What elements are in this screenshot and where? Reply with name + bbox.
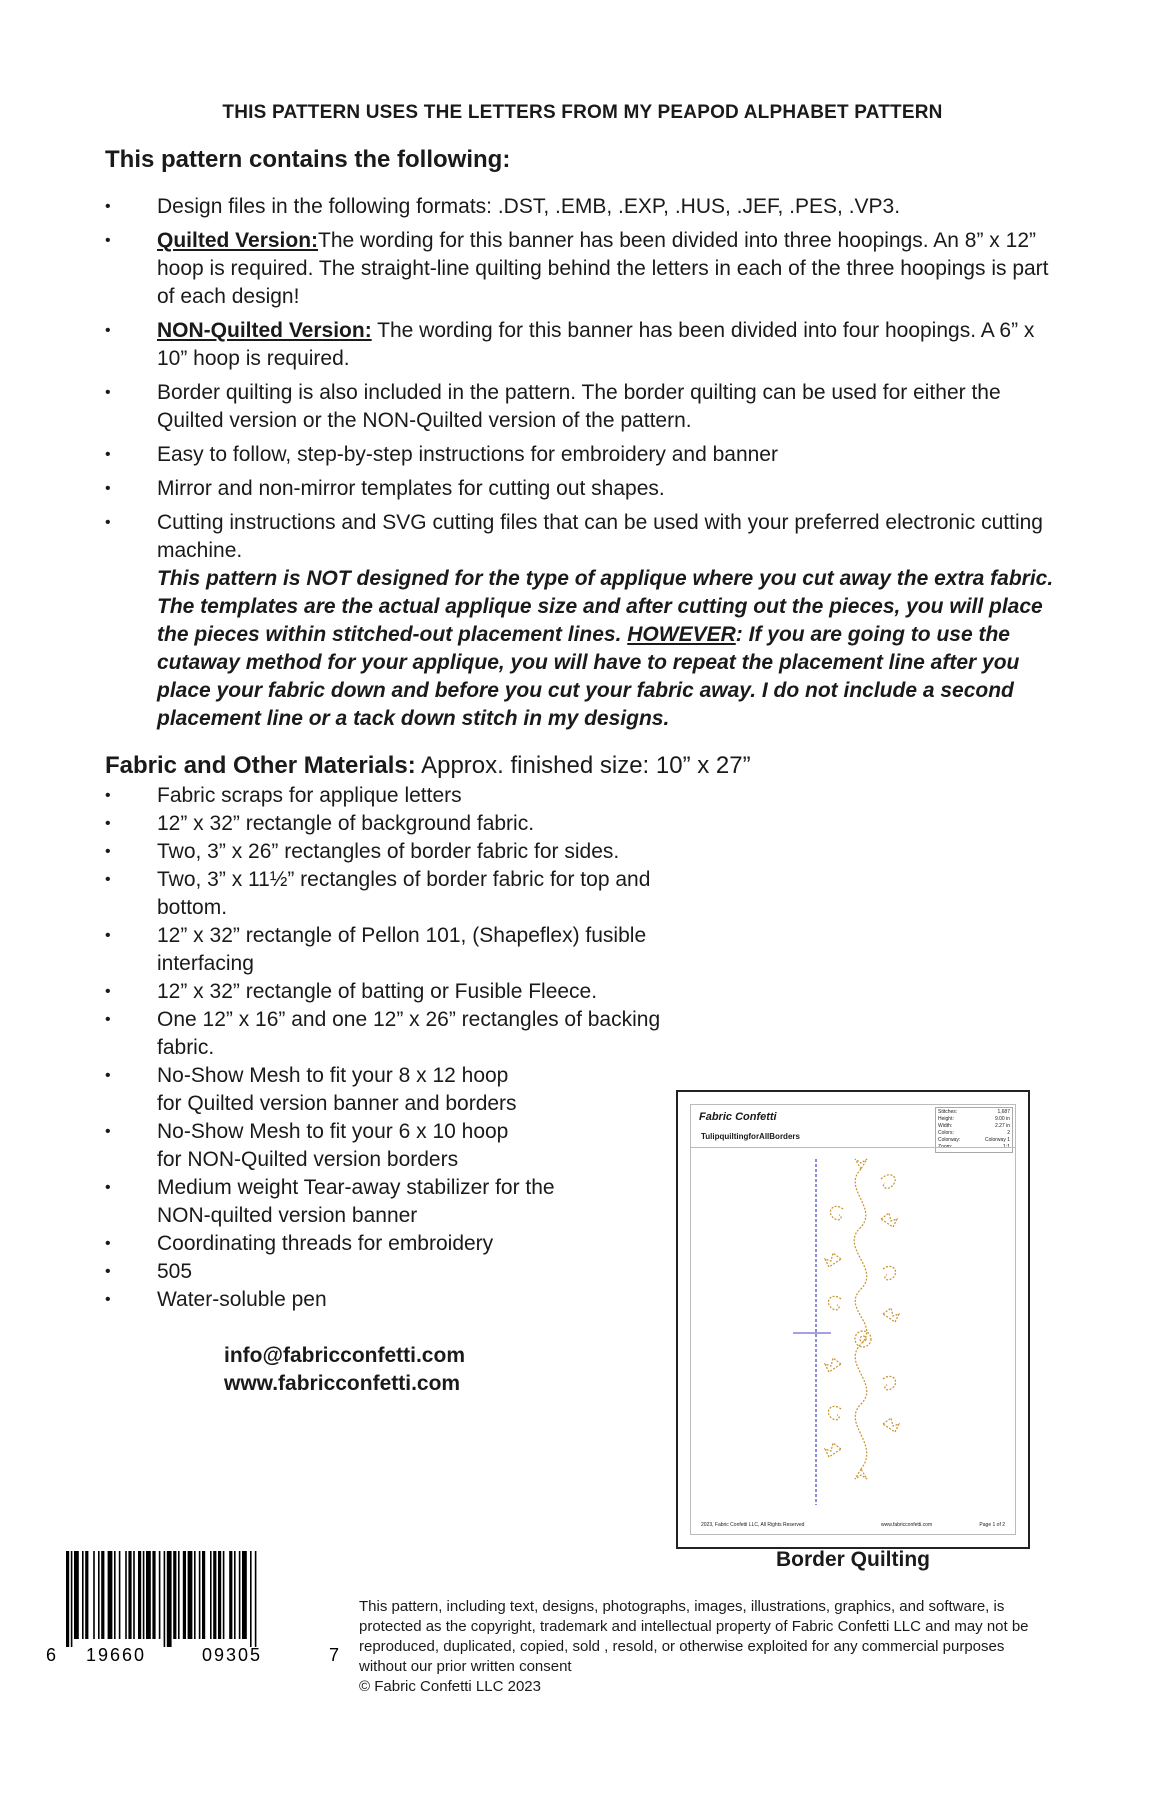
vine-swirl-center: [860, 1336, 866, 1342]
barcode-bar: [199, 1551, 201, 1639]
list-item: [105, 441, 1065, 469]
item-text: Coordinating threads for embroidery: [157, 1232, 494, 1255]
barcode-bar: [85, 1551, 88, 1639]
list-item: [105, 1062, 665, 1118]
copyright-text: This pattern, including text, designs, photographs, images, illustrations, graphics, and software, is protected as the copyright, trademark and intellectual property of Fabric Confetti LLC and may not be reproduced, duplicated, copied, sold , resold, or otherwise exploited for any commercial purposes without our prior written consent: [359, 1598, 1029, 1675]
item-text-cont: for NON-Quilted version borders: [157, 1148, 459, 1171]
vine-stem: [854, 1169, 867, 1469]
thumbnail-footer-page: Page 1 of 2: [979, 1522, 1005, 1528]
stat-key: Colorway:: [938, 1137, 961, 1143]
tulip-flower: [883, 1308, 899, 1322]
barcode-digit-lead: 6: [46, 1645, 57, 1665]
barcode-bar: [213, 1551, 216, 1639]
barcode-bar: [250, 1551, 252, 1647]
barcode-bar: [194, 1551, 196, 1639]
stat-value: Colorway 1: [984, 1137, 1010, 1143]
item-text: Easy to follow, step-by-step instructions for embroidery and banner: [157, 443, 778, 466]
item-text: 12” x 32” rectangle of background fabric.: [157, 812, 535, 835]
tulip-flower: [881, 1213, 897, 1227]
stat-key: Stitches:: [938, 1109, 958, 1115]
barcode-bar: [159, 1551, 161, 1639]
barcode-bar: [119, 1551, 121, 1639]
barcode-bar: [114, 1551, 116, 1639]
tulip-flower: [825, 1443, 841, 1457]
contents-heading: This pattern contains the following:: [105, 146, 511, 173]
item-text: The wording for this banner has been divided into four hoopings. A 6” x 10” hoop is required.: [157, 319, 1035, 370]
barcode-bar: [133, 1551, 135, 1639]
stat-row: [938, 1137, 1010, 1144]
barcode-bar: [183, 1551, 186, 1639]
item-text: One 12” x 16” and one 12” x 26” rectangles of backing fabric.: [157, 1008, 661, 1059]
item-text: 12” x 32” rectangle of batting or Fusible Fleece.: [157, 980, 598, 1003]
item-text: Water-soluble pen: [157, 1288, 327, 1311]
item-text: Cutting instructions and SVG cutting files that can be used with your preferred electronic cutting machine.: [157, 511, 1043, 562]
barcode-bar: [98, 1551, 100, 1639]
thumbnail-caption: Border Quilting: [776, 1548, 930, 1571]
item-text: Fabric scraps for applique letters: [157, 784, 462, 807]
barcode-bar: [138, 1551, 141, 1639]
materials-heading: Fabric and Other Materials:: [105, 752, 416, 779]
barcode-bar: [255, 1551, 257, 1647]
stat-key: Width:: [938, 1123, 953, 1129]
item-text: Medium weight Tear-away stabilizer for the: [157, 1176, 555, 1199]
list-item: [105, 922, 665, 978]
list-item: [105, 227, 1065, 311]
item-text: Two, 3” x 26” rectangles of border fabric for sides.: [157, 840, 620, 863]
tulip-vine: [825, 1159, 899, 1479]
item-text: Design files in the following formats: .DST, .EMB, .EXP, .HUS, .JEF, .PES, .VP3.: [157, 195, 901, 218]
tulip-flower: [883, 1418, 899, 1432]
vine-curl: [881, 1175, 895, 1189]
top-note: THIS PATTERN USES THE LETTERS FROM MY PEAPOD ALPHABET PATTERN: [222, 102, 943, 123]
list-item: [105, 1230, 665, 1258]
barcode-bar: [93, 1551, 95, 1639]
barcode-bar: [128, 1551, 131, 1639]
barcode-bar: [108, 1551, 113, 1639]
vine-curl: [883, 1266, 896, 1279]
item-text: 505: [157, 1260, 193, 1283]
tulip-flower: [825, 1253, 841, 1267]
item-text-cont: for Quilted version banner and borders: [157, 1092, 517, 1115]
copyright-notice: [359, 1597, 1039, 1697]
barcode-bar: [178, 1551, 180, 1639]
thumbnail-footer-url: www.fabricconfetti.com: [881, 1522, 933, 1528]
thumbnail-footer-copyright: 2023, Fabric Confetti LLC, All Rights Reserved: [701, 1522, 805, 1528]
vine-curl: [828, 1406, 841, 1419]
list-item: [105, 509, 1065, 733]
upc-barcode: [44, 1549, 344, 1669]
copyright-line: © Fabric Confetti LLC 2023: [359, 1678, 541, 1695]
tulip-bud: [855, 1469, 867, 1479]
barcode-bar: [167, 1551, 172, 1647]
barcode-bar: [210, 1551, 212, 1639]
website-link[interactable]: www.fabricconfetti.com: [224, 1372, 461, 1395]
item-text: No-Show Mesh to fit your 6 x 10 hoop: [157, 1120, 509, 1143]
barcode-bar: [173, 1551, 176, 1639]
item-text: No-Show Mesh to fit your 8 x 12 hoop: [157, 1064, 509, 1087]
thumbnail-page: [690, 1104, 1016, 1535]
vine-curl: [883, 1376, 896, 1389]
vine-curl: [830, 1206, 843, 1219]
barcode-bar: [229, 1551, 232, 1639]
materials-heading-row: [105, 752, 751, 780]
barcode-bar: [125, 1551, 127, 1639]
tulip-flower: [825, 1358, 841, 1372]
contact-block: [224, 1342, 465, 1398]
barcode-bar: [188, 1551, 193, 1639]
barcode-digit-check: 7: [329, 1645, 340, 1665]
item-text: Two, 3” x 11½” rectangles of border fabric for top and bottom.: [157, 868, 651, 919]
barcode-bar: [164, 1551, 166, 1647]
stat-row: [938, 1116, 1010, 1123]
item-text-cont: NON-quilted version banner: [157, 1204, 418, 1227]
stat-value: 9.00 in: [994, 1116, 1010, 1122]
design-thumbnail: [676, 1090, 1030, 1549]
list-item: [105, 1286, 665, 1314]
list-item: [105, 810, 665, 838]
barcode-bar: [239, 1551, 241, 1639]
barcode-bar: [223, 1551, 225, 1639]
list-item: [105, 838, 665, 866]
list-item: [105, 379, 1065, 435]
materials-list: [105, 782, 665, 1314]
thumbnail-design-name: TulipquiltingforAllBorders: [701, 1132, 800, 1141]
barcode-bar: [234, 1551, 236, 1639]
contents-list: [105, 193, 1065, 739]
stat-value: 2: [1007, 1130, 1010, 1136]
barcode-digits-left: 19660: [86, 1645, 147, 1665]
barcode-bars: [66, 1551, 256, 1647]
stat-key: Colors:: [938, 1130, 954, 1136]
note-part2: : If you are going to use the cutaway method for your applique, you will have to repeat the placement line after you place your fabric down and before you cut your fabric away. I do not include a second placement line or a tack down stitch in my designs.: [157, 623, 1020, 730]
list-item: [105, 978, 665, 1006]
email-link[interactable]: info@fabricconfetti.com: [224, 1344, 465, 1367]
stat-key: Zoom:: [938, 1144, 953, 1150]
item-text: Mirror and non-mirror templates for cutting out shapes.: [157, 477, 665, 500]
list-item: [105, 317, 1065, 373]
stat-value: 1,687: [997, 1109, 1010, 1115]
note-emphasis: HOWEVER: [627, 623, 736, 646]
item-text: 12” x 32” rectangle of Pellon 101, (Shapeflex) fusible interfacing: [157, 924, 647, 975]
barcode-bar: [66, 1551, 69, 1647]
item-text: Border quilting is also included in the pattern. The border quilting can be used for either the Quilted version or the NON-Quilted version of the pattern.: [157, 381, 1001, 432]
applique-note: [157, 565, 1065, 733]
stat-key: Height:: [938, 1116, 954, 1122]
tulip-bud: [855, 1159, 867, 1169]
barcode-bar: [74, 1551, 79, 1639]
tulip-border-design: [691, 1149, 1015, 1515]
stat-value: 2.27 in: [994, 1123, 1010, 1129]
list-item: [105, 193, 1065, 221]
list-item: [105, 1258, 665, 1286]
stat-value: 1:1: [1003, 1144, 1010, 1150]
barcode-bar: [146, 1551, 151, 1639]
stat-row: [938, 1123, 1010, 1130]
barcode-bar: [152, 1551, 155, 1639]
vine-curl: [828, 1296, 841, 1309]
item-text: The wording for this banner has been divided into three hoopings. An 8” x 12” hoop is required. The straight-line quilting behind the letters in each of the three hoopings is part of each design!: [157, 229, 1049, 308]
list-item: [105, 782, 665, 810]
list-item: [105, 866, 665, 922]
item-label: Quilted Version:: [157, 229, 319, 252]
note-part1: This pattern is NOT designed for the type of applique where you cut away the extra fabric. The templates are the actual applique size and after cutting out the pieces, you will place the pieces within stitched-out placement lines.: [157, 567, 1054, 646]
barcode-bar: [242, 1551, 247, 1639]
barcode-bar: [143, 1551, 145, 1639]
finished-size: Approx. finished size: 10” x 27”: [415, 752, 751, 779]
thumbnail-brand: Fabric Confetti: [699, 1111, 777, 1123]
list-item: [105, 475, 1065, 503]
thumbnail-header-rule: [691, 1147, 1015, 1148]
barcode-bar: [202, 1551, 205, 1639]
barcode-digits-right: 09305: [202, 1645, 263, 1665]
list-item: [105, 1174, 665, 1230]
stat-row: [938, 1130, 1010, 1137]
barcode-bar: [218, 1551, 221, 1639]
stat-row: [938, 1109, 1010, 1116]
list-item: [105, 1118, 665, 1174]
barcode-bar: [71, 1551, 73, 1647]
item-label: NON-Quilted Version:: [157, 319, 372, 342]
list-item: [105, 1006, 665, 1062]
barcode-bar: [82, 1551, 84, 1639]
barcode-bar: [101, 1551, 104, 1639]
vine-swirl: [855, 1331, 871, 1347]
